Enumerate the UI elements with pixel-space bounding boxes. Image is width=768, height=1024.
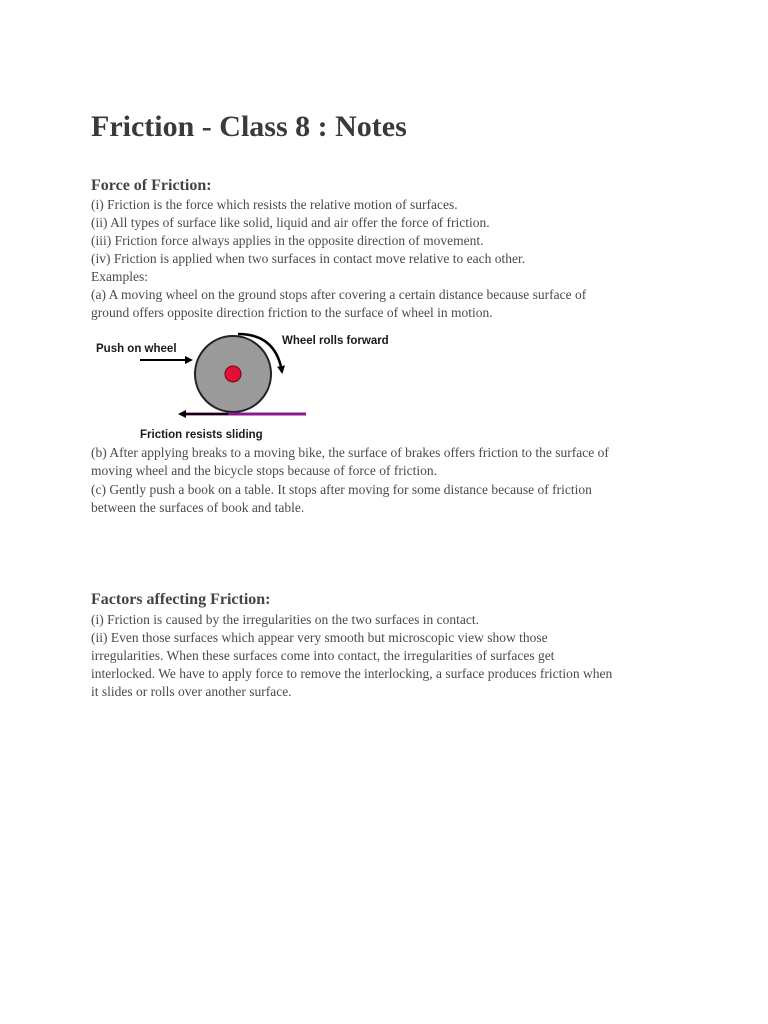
text-line: (a) A moving wheel on the ground stops after covering a certain distance because surface of [91,287,587,302]
wheel-rolls-forward-label: Wheel rolls forward [282,335,389,347]
text-line: (ii) Even those surfaces which appear very smooth but microscopic view show those [91,630,548,645]
text-line: (ii) All types of surface like solid, liquid and air offer the force of friction. [91,215,490,230]
text-line: (iii) Friction force always applies in the opposite direction of movement. [91,233,484,248]
text-line: (iv) Friction is applied when two surfaces in contact move relative to each other. [91,251,526,266]
section-heading-force-of-friction: Force of Friction: [91,177,212,194]
text-line: ground offers opposite direction friction to the surface of wheel in motion. [91,305,493,320]
text-line: Examples: [91,269,148,284]
text-line: (c) Gently push a book on a table. It stops after moving for some distance because of friction [91,482,592,497]
text-line: irregularities. When these surfaces come into contact, the irregularities of surfaces get [91,648,555,663]
text-line: (i) Friction is caused by the irregularities on the two surfaces in contact. [91,612,480,627]
text-line: moving wheel and the bicycle stops because of force of friction. [91,463,438,478]
page-title: Friction - Class 8 : Notes [91,110,407,143]
text-line: (b) After applying breaks to a moving bike, the surface of brakes offers friction to the surface of [91,445,609,460]
text-line: (i) Friction is the force which resists the relative motion of surfaces. [91,197,458,212]
wheel-friction-diagram [88,326,408,444]
section-heading-factors-affecting-friction: Factors affecting Friction: [91,591,271,608]
text-line: interlocked. We have to apply force to remove the interlocking, a surface produces friction when [91,666,613,681]
push-on-wheel-label: Push on wheel [96,343,177,355]
text-line: it slides or rolls over another surface. [91,684,292,699]
wheel-hub-icon [225,366,241,382]
text-line: between the surfaces of book and table. [91,500,305,515]
friction-resists-sliding-label: Friction resists sliding [140,429,263,441]
